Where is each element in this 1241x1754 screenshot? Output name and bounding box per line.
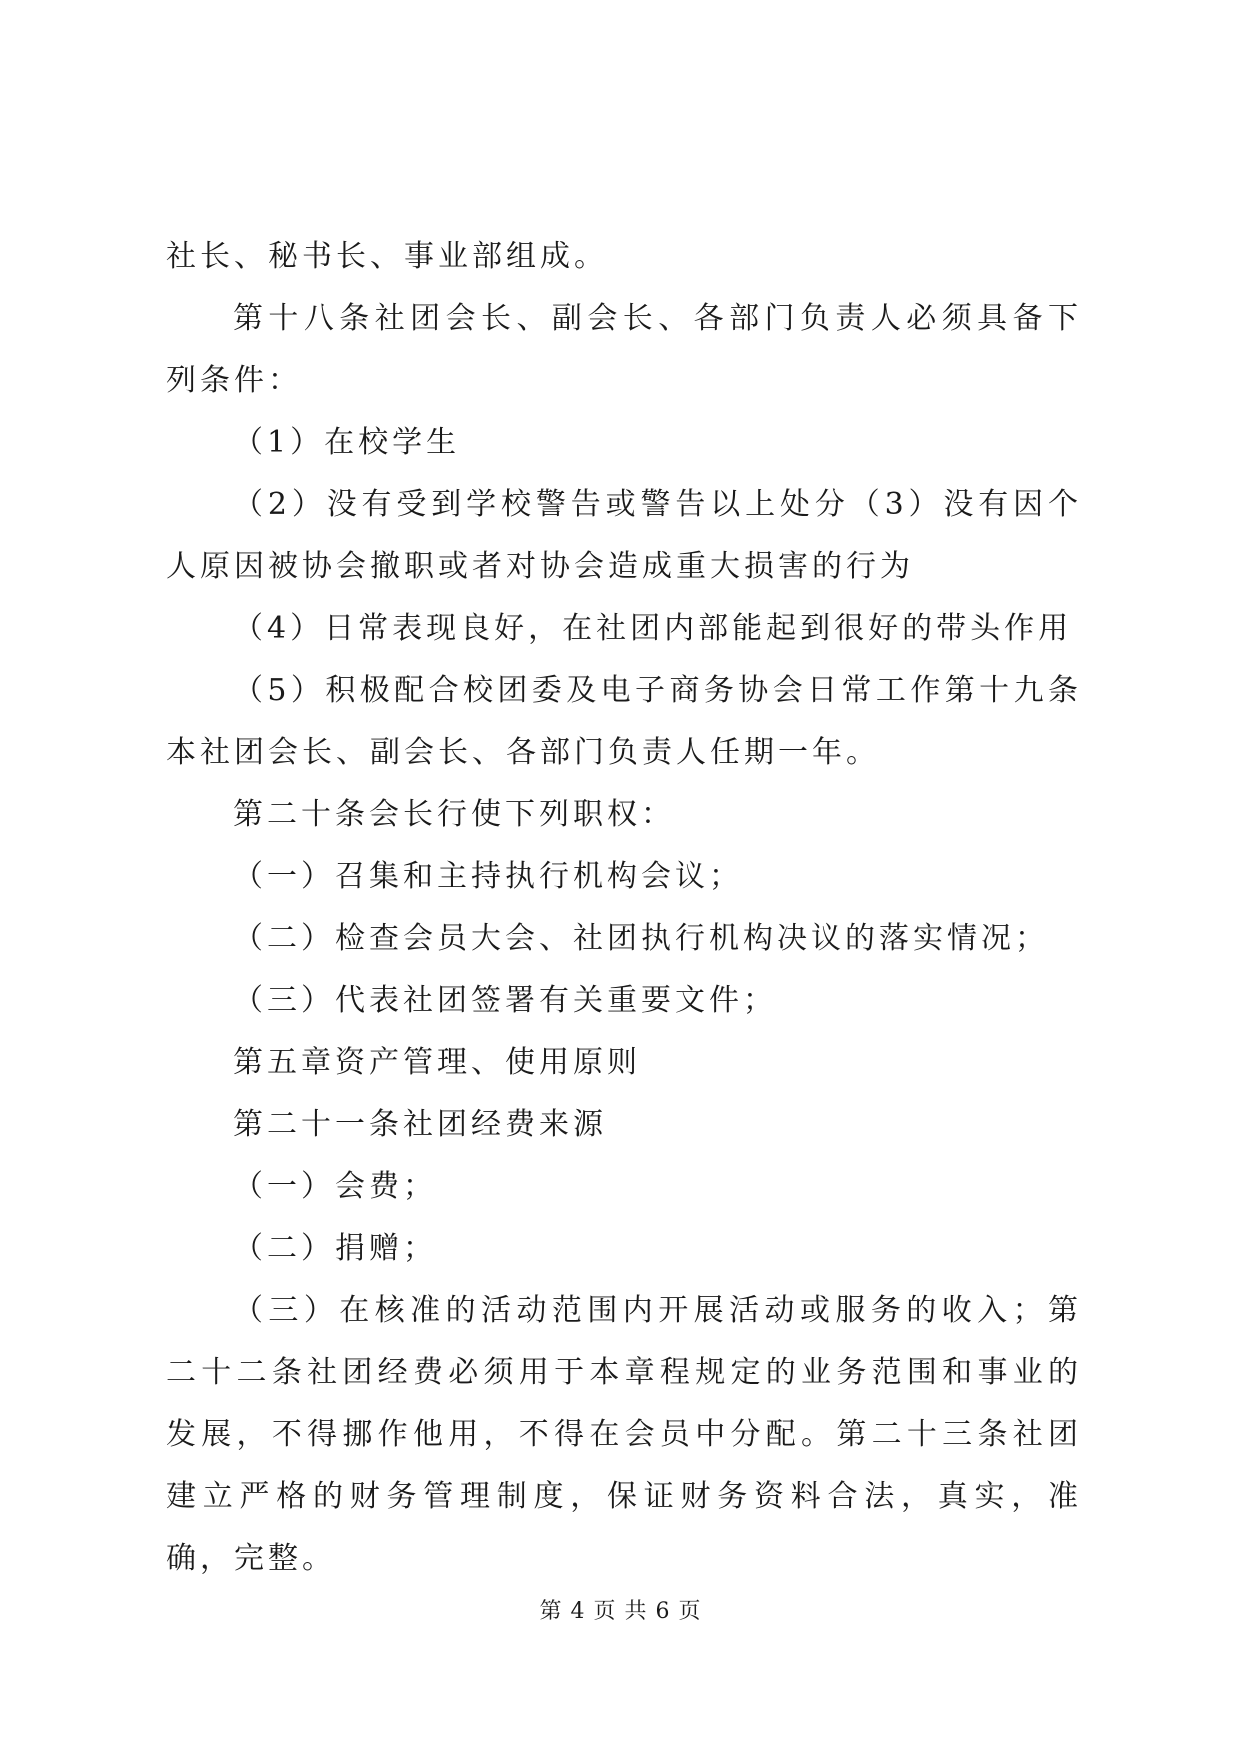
page-number-footer: 第 4 页 共 6 页 bbox=[539, 1599, 702, 1624]
paragraph-13: （一）会费； bbox=[233, 1169, 437, 1204]
paragraph-7: 第二十条会长行使下列职权： bbox=[233, 797, 675, 832]
paragraph-5: （4）日常表现良好，在社团内部能起到很好的带头作用 bbox=[233, 611, 1073, 646]
paragraph-4: （2）没有受到学校警告或警告以上处分（3）没有因个人原因被协会撤职或者对协会造成重大损害的行为 bbox=[166, 487, 1082, 584]
document-body bbox=[166, 226, 1082, 1590]
paragraph-14: （二）捐赠； bbox=[233, 1231, 437, 1266]
paragraph-6: （5）积极配合校团委及电子商务协会日常工作第十九条本社团会长、副会长、各部门负责人任期一年。 bbox=[166, 673, 1082, 770]
paragraph-8: （一）召集和主持执行机构会议； bbox=[233, 859, 743, 894]
paragraph-12: 第二十一条社团经费来源 bbox=[233, 1107, 607, 1142]
paragraph-3: （1）在校学生 bbox=[233, 425, 461, 460]
paragraph-15: （三）在核准的活动范围内开展活动或服务的收入；第二十二条社团经费必须用于本章程规定的业务范围和事业的发展，不得挪作他用，不得在会员中分配。第二十三条社团建立严格的财务管理制度，保证财务资料合法，真实，准确，完整。 bbox=[166, 1293, 1082, 1576]
paragraph-2: 第十八条社团会长、副会长、各部门负责人必须具备下列条件： bbox=[166, 301, 1082, 398]
paragraph-9: （二）检查会员大会、社团执行机构决议的落实情况； bbox=[233, 921, 1049, 956]
paragraph-11: 第五章资产管理、使用原则 bbox=[233, 1045, 641, 1080]
paragraph-10: （三）代表社团签署有关重要文件； bbox=[233, 983, 777, 1018]
paragraph-1: 社长、秘书长、事业部组成。 bbox=[166, 239, 608, 274]
